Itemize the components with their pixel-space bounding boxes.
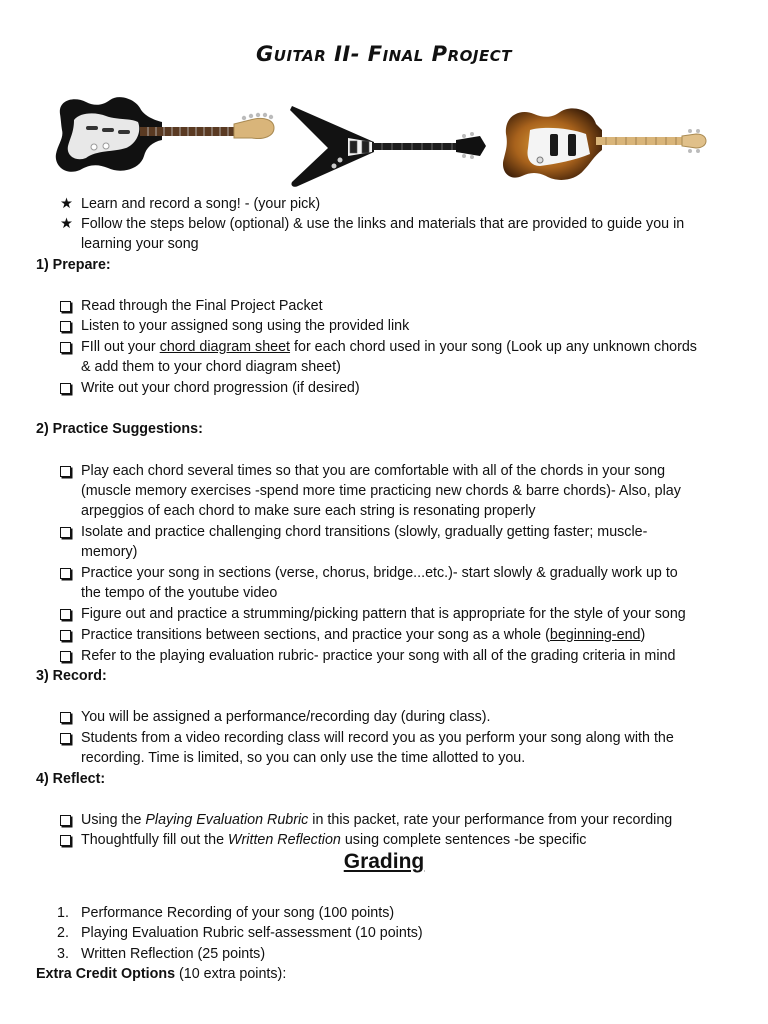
checkbox-icon xyxy=(60,568,71,579)
extra-credit-line: Extra Credit Options (10 extra points): xyxy=(36,966,287,982)
checkbox-icon xyxy=(60,301,71,312)
checkbox-icon xyxy=(60,527,71,538)
checkbox-icon xyxy=(60,815,71,826)
checkbox-icon xyxy=(60,733,71,744)
checkbox-icon xyxy=(60,466,71,477)
black-star-icon: ★ xyxy=(60,216,73,232)
guitar-images xyxy=(0,88,768,193)
section-heading-practice: 2) Practice Suggestions: xyxy=(36,421,203,437)
grading-heading: Grading xyxy=(343,850,425,873)
section-heading-reflect: 4) Reflect: xyxy=(36,771,106,787)
checkbox-icon xyxy=(60,835,71,846)
stratocaster-guitar-image xyxy=(52,92,277,174)
checkbox-icon xyxy=(60,383,71,394)
document-page: Guitar II- Final Project ★ Learn and record a song! - (your pick) ★ Follow the steps below (optional) & use the links and materials that are provided to guide you in learning your song 1) Prepare: Read through the Final Project Packet Listen to your assigned song using the provided link FIll out your chord diagram sheet for each chord used in your song (Look up any unknown chords & add them to your chord diagram sheet) Write out your chord progression (if desired) 2) Practice Suggestions: Play each chord several times so that you are comfortable with all of the chords in your song (muscle memory exercises -spend more time practicing new chords & barre chords)- Also, play arpeggios of each chord to make sure each string is resonating properly Isolate and practice challenging chord transitions (slowly, gradually getting faster; muscle- memory) Practice your song in sections (verse, chorus, bridge...etc.)- start slowly & gradually work up to the tempo of the youtube video Figure out and practice a strumming/picking pattern that is appropriate for the style of your song Practice transitions between sections, and practice your song as a whole (beginning-end) Refer to the playing evaluation rubric- practice your song with all of the grading criteria in mind 3) Record: You will be assigned a performance/recording day (during class). Students from a video recording class will record you as you perform your song along with the recording. Time is limited, so you can only use the time allotted to you. 4) Reflect: Using the Playing Evaluation Rubric in this packet, rate your performance from your recording Thoughtfully fill out the Written Reflection using complete sentences -be specific Grading 1. Performance Recording of your song (100 points) 2. Playing Evaluation Rubric self-assessment (10 points) 3. Written Reflection (25 points) Extra Credit Options (10 extra points): xyxy=(0,0,768,1024)
checkbox-icon xyxy=(60,651,71,662)
beginning-end-text: beginning-end xyxy=(549,627,641,643)
checkbox-icon xyxy=(60,630,71,641)
section-heading-record: 3) Record: xyxy=(36,668,107,684)
checkbox-icon xyxy=(60,712,71,723)
chord-diagram-sheet-link[interactable]: chord diagram sheet xyxy=(159,339,291,355)
sunburst-guitar-image xyxy=(500,104,710,184)
section-heading-prepare: 1) Prepare: xyxy=(36,257,111,273)
black-star-icon: ★ xyxy=(60,196,73,212)
page-title: Guitar II- Final Project xyxy=(256,42,512,66)
checkbox-icon xyxy=(60,609,71,620)
flying-v-guitar-image xyxy=(288,102,488,190)
checkbox-icon xyxy=(60,342,71,353)
checkbox-icon xyxy=(60,321,71,332)
